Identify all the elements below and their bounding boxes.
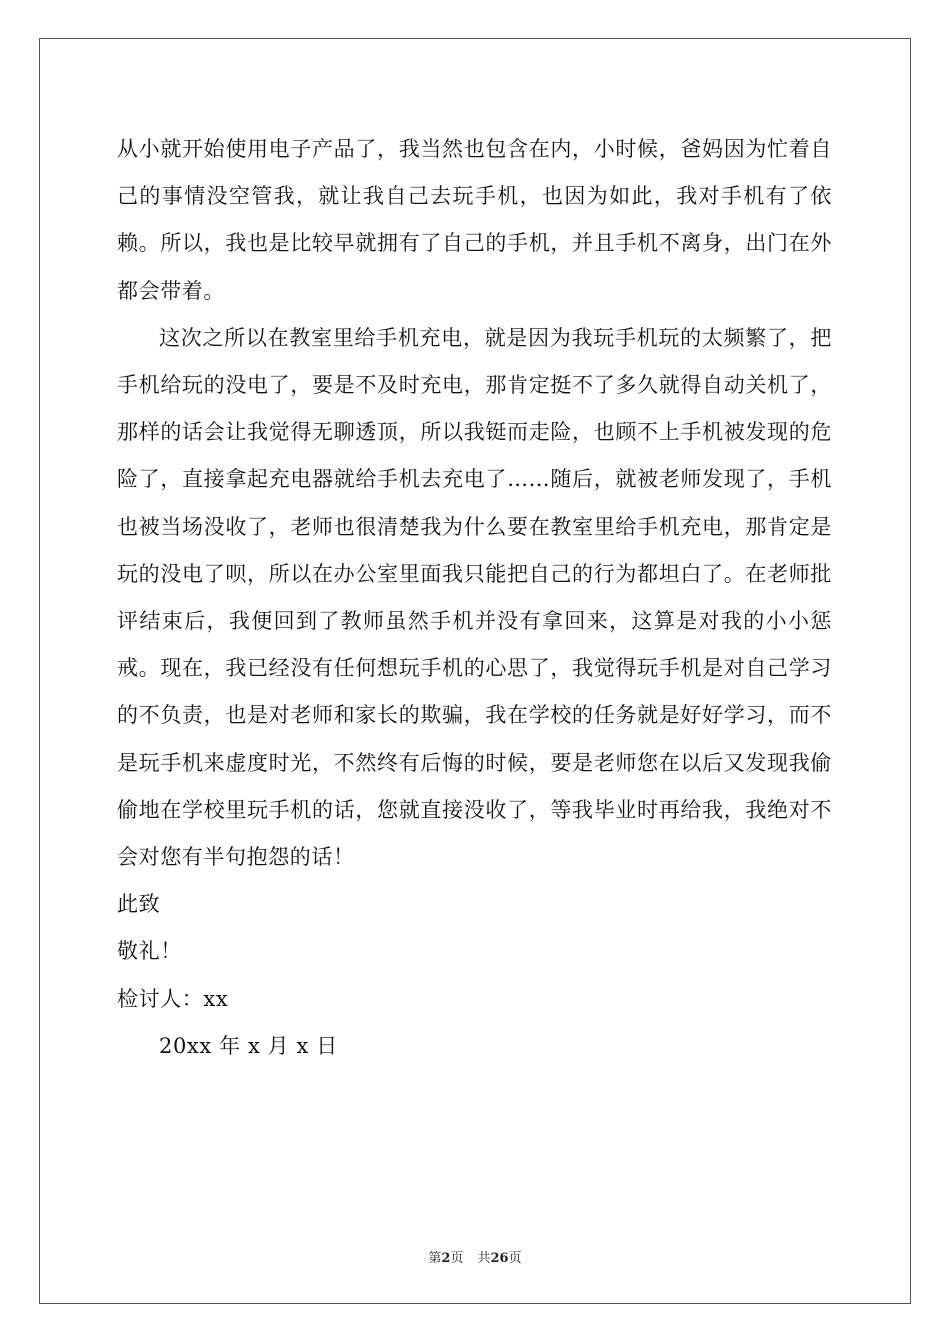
date-line: 20xx 年 x 月 x 日: [159, 1033, 338, 1058]
footer-total-pages: 26: [490, 1251, 509, 1266]
paragraph-1: 从小就开始使用电子产品了，我当然也包含在内，小时候，爸妈因为忙着自己的事情没空管我，就让我自己去玩手机，也因为如此，我对手机有了依赖。所以，我也是比较早就拥有了自己的手机，并且手机不离身，出门在外都会带着。: [117, 137, 832, 303]
footer-total-suffix: 页: [508, 1251, 522, 1266]
footer-page-suffix: 页: [450, 1251, 464, 1266]
footer-prefix: 第: [428, 1251, 442, 1266]
closing-phrase: 此致: [117, 892, 161, 917]
signer-line: 检讨人：xx: [117, 986, 229, 1011]
document-body: [117, 126, 832, 1070]
footer-page-number: 2: [441, 1251, 451, 1266]
paragraph-2: 这次之所以在教室里给手机充电，就是因为我玩手机玩的太频繁了，把手机给玩的没电了，要是不及时充电，那肯定挺不了多久就得自动关机了，那样的话会让我觉得无聊透顶，所以我铤而走险，也顾不上手机被发现的危险了，直接拿起充电器就给手机去充电了……随后，就被老师发现了，手机也被当场没收了，老师也很清楚我为什么要在教室里给手机充电，那肯定是玩的没电了呗，所以在办公室里面我只能把自己的行为都坦白了。在老师批评结束后，我便回到了教师虽然手机并没有拿回来，这算是对我的小小惩戒。现在，我已经没有任何想玩手机的心思了，我觉得玩手机是对自己学习的不负责，也是对老师和家长的欺骗，我在学校的任务就是好好学习，而不是玩手机来虚度时光，不然终有后悔的时候，要是老师您在以后又发现我偷偷地在学校里玩手机的话，您就直接没收了，等我毕业时再给我，我绝对不会对您有半句抱怨的话！: [117, 325, 832, 870]
footer-total-prefix: 共: [477, 1251, 491, 1266]
page-footer: [0, 1247, 950, 1266]
salutation: 敬礼！: [117, 939, 182, 964]
